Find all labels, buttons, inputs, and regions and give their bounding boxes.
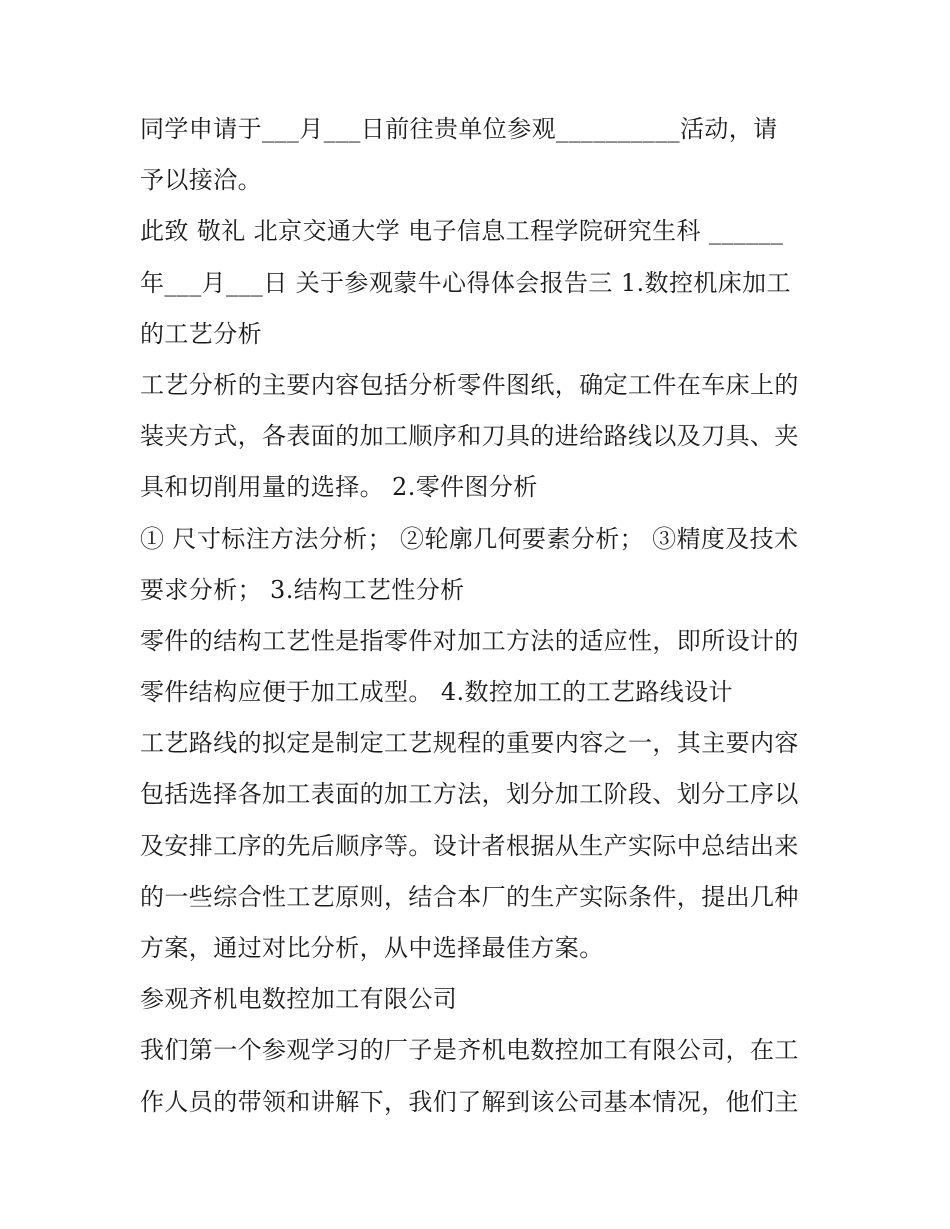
text-line: 要求分析； 3.结构工艺性分析: [140, 575, 465, 604]
text-line: 年___月___日 关于参观蒙牛心得体会报告三 1.数控机床加工: [140, 268, 791, 297]
text-line: 工艺路线的拟定是制定工艺规程的重要内容之一，其主要内容: [140, 729, 799, 758]
text-line: 的一些综合性工艺原则，结合本厂的生产实际条件，提出几种: [140, 882, 799, 911]
text-line: 包括选择各加工表面的加工方法，划分加工阶段、划分工序以: [140, 780, 799, 809]
text-line: 我们第一个参观学习的厂子是齐机电数控加工有限公司，在工: [140, 1036, 799, 1065]
text-line: 零件的结构工艺性是指零件对加工方法的适应性，即所设计的: [140, 626, 799, 655]
text-line: 作人员的带领和讲解下，我们了解到该公司基本情况，他们主: [140, 1087, 799, 1116]
text-line: 具和切削用量的选择。 2.零件图分析: [140, 473, 538, 502]
text-line: 参观齐机电数控加工有限公司: [140, 985, 458, 1014]
document-body: [140, 104, 820, 1128]
text-line: 零件结构应便于加工成型。 4.数控加工的工艺路线设计: [140, 678, 733, 707]
text-line: 同学申请于___月___日前往贵单位参观__________活动，请: [140, 115, 778, 143]
text-line: 予以接洽。: [140, 166, 262, 195]
text-line: 工艺分析的主要内容包括分析零件图纸，确定工件在车床上的: [140, 370, 799, 399]
text-line: 的工艺分析: [140, 319, 262, 348]
text-line: 此致 敬礼 北京交通大学 电子信息工程学院研究生科 ______: [140, 217, 784, 246]
text-line: 方案，通过对比分析，从中选择最佳方案。: [140, 934, 604, 962]
text-line: 及安排工序的先后顺序等。设计者根据从生产实际中总结出来: [140, 831, 799, 860]
text-line: ① 尺寸标注方法分析； ②轮廓几何要素分析； ③精度及技术: [140, 524, 799, 553]
text-line: 装夹方式，各表面的加工顺序和刀具的进给路线以及刀具、夹: [140, 422, 799, 451]
